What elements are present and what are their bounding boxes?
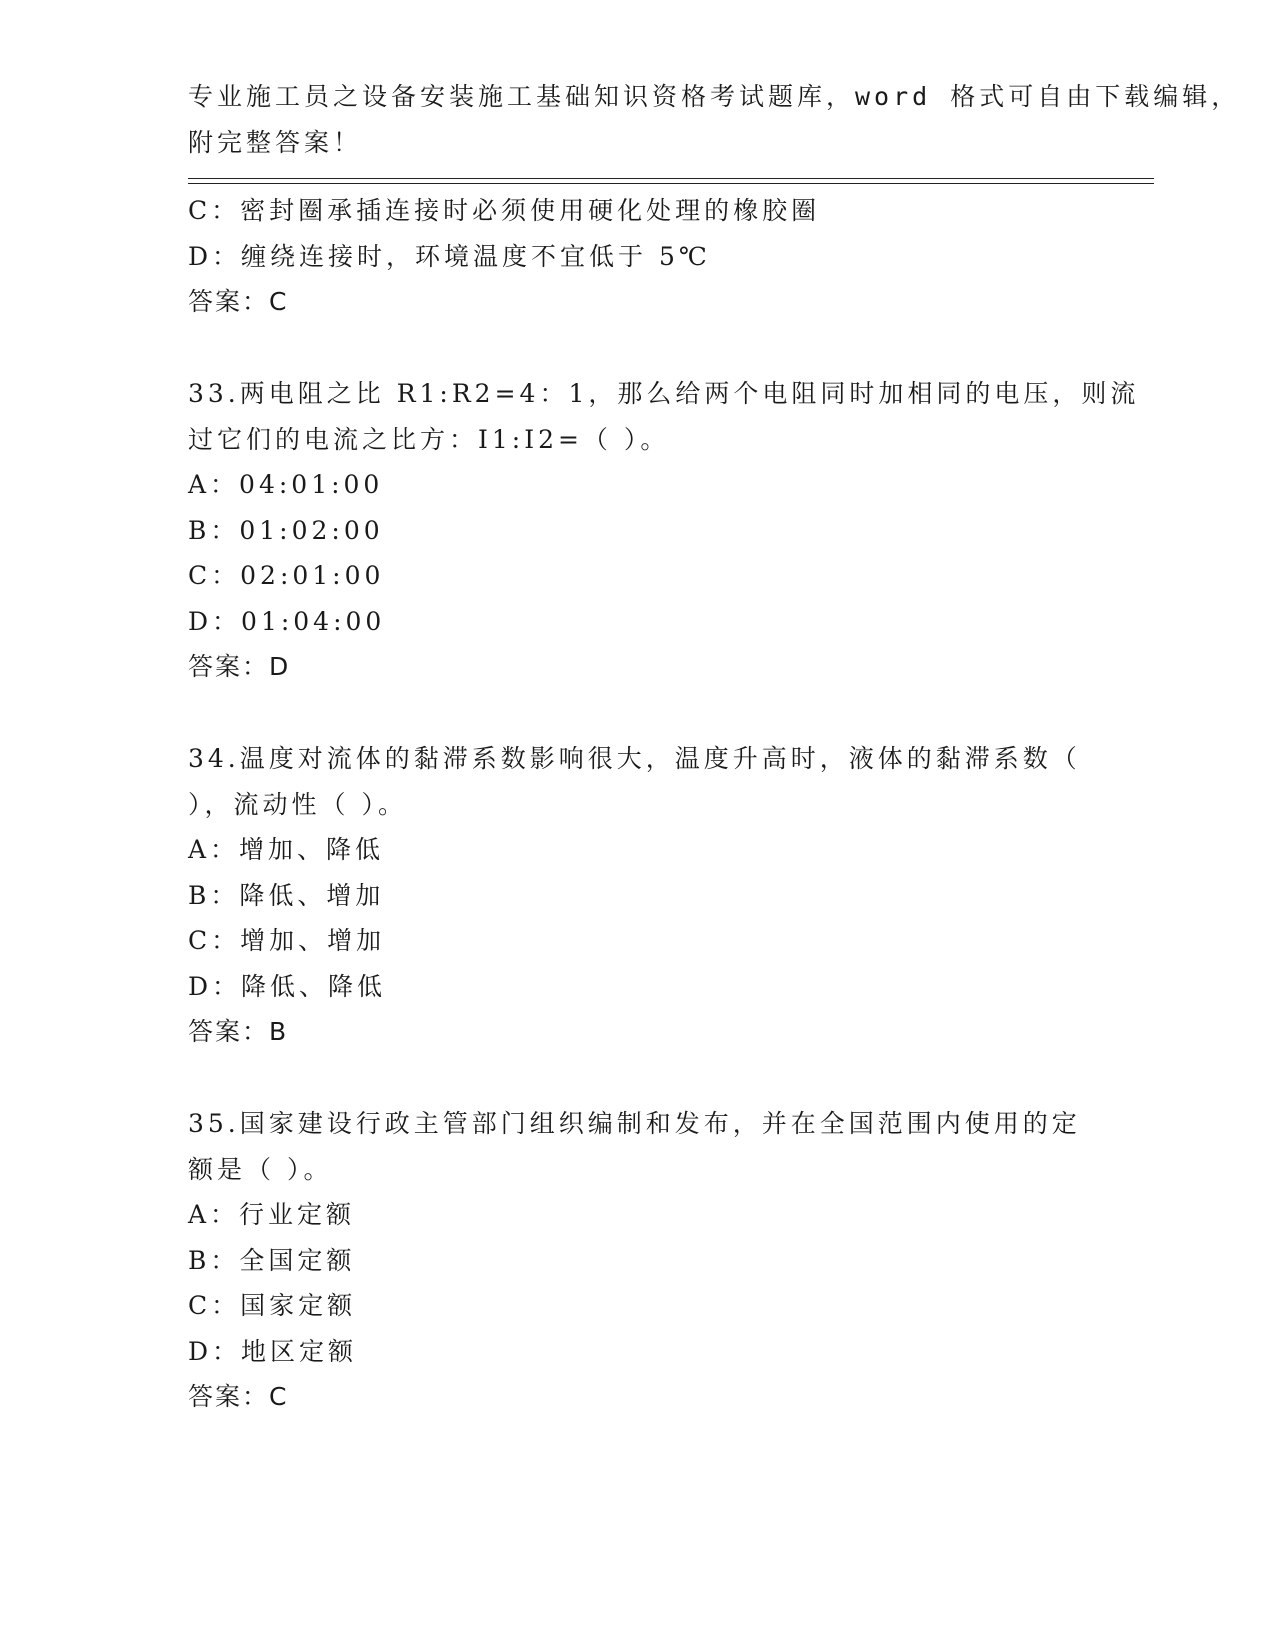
spacer <box>188 690 1088 736</box>
question-34 <box>188 736 1088 1055</box>
question-35 <box>188 1101 1088 1420</box>
question-32-tail <box>188 188 1088 325</box>
header-line-2: 附完整答案！ <box>188 127 363 157</box>
option-c: C：国家定额 <box>188 1291 357 1320</box>
option-a: A：04:01:00 <box>188 470 384 499</box>
header-divider-top <box>188 178 1154 179</box>
question-stem: 33.两电阻之比 R1:R2=4：1，那么给两个电阻同时加相同的电压，则流 <box>188 379 1140 408</box>
option-d: D：缠绕连接时，环境温度不宜低于 5℃ <box>188 241 711 271</box>
option-b: B：降低、增加 <box>188 880 385 910</box>
answer: 答案：C <box>188 287 289 316</box>
question-list <box>188 188 1140 1420</box>
option-a: A：增加、降低 <box>188 835 385 864</box>
option-d: D：地区定额 <box>188 1336 358 1366</box>
question-stem-cont: ），流动性（ ）。 <box>188 789 407 819</box>
option-c: C：密封圈承插连接时必须使用硬化处理的橡胶圈 <box>188 196 821 225</box>
option-c: C：增加、增加 <box>188 926 386 955</box>
header-line-1: 专业施工员之设备安装施工基础知识资格考试题库，word 格式可自由下载编辑， <box>188 82 1241 111</box>
answer: 答案：C <box>188 1382 289 1411</box>
header-divider-bottom <box>188 183 1154 184</box>
option-d: D：降低、降低 <box>188 971 387 1001</box>
option-d: D：01:04:00 <box>188 606 386 636</box>
spacer <box>188 1055 1088 1101</box>
option-a: A：行业定额 <box>188 1200 356 1229</box>
answer: 答案：D <box>188 652 291 681</box>
question-stem-cont: 过它们的电流之比方：I1:I2=（ ）。 <box>188 424 670 454</box>
document-header <box>188 74 1241 165</box>
question-stem: 35.国家建设行政主管部门组织编制和发布，并在全国范围内使用的定 <box>188 1109 1081 1138</box>
question-stem-cont: 额是（ ）。 <box>188 1154 333 1184</box>
question-stem: 34.温度对流体的黏滞系数影响很大，温度升高时，液体的黏滞系数（ <box>188 744 1081 773</box>
option-b: B：01:02:00 <box>188 515 384 545</box>
answer: 答案：B <box>188 1017 289 1046</box>
option-c: C：02:01:00 <box>188 561 385 590</box>
option-b: B：全国定额 <box>188 1245 356 1275</box>
question-33 <box>188 371 1140 690</box>
spacer <box>188 325 1088 371</box>
